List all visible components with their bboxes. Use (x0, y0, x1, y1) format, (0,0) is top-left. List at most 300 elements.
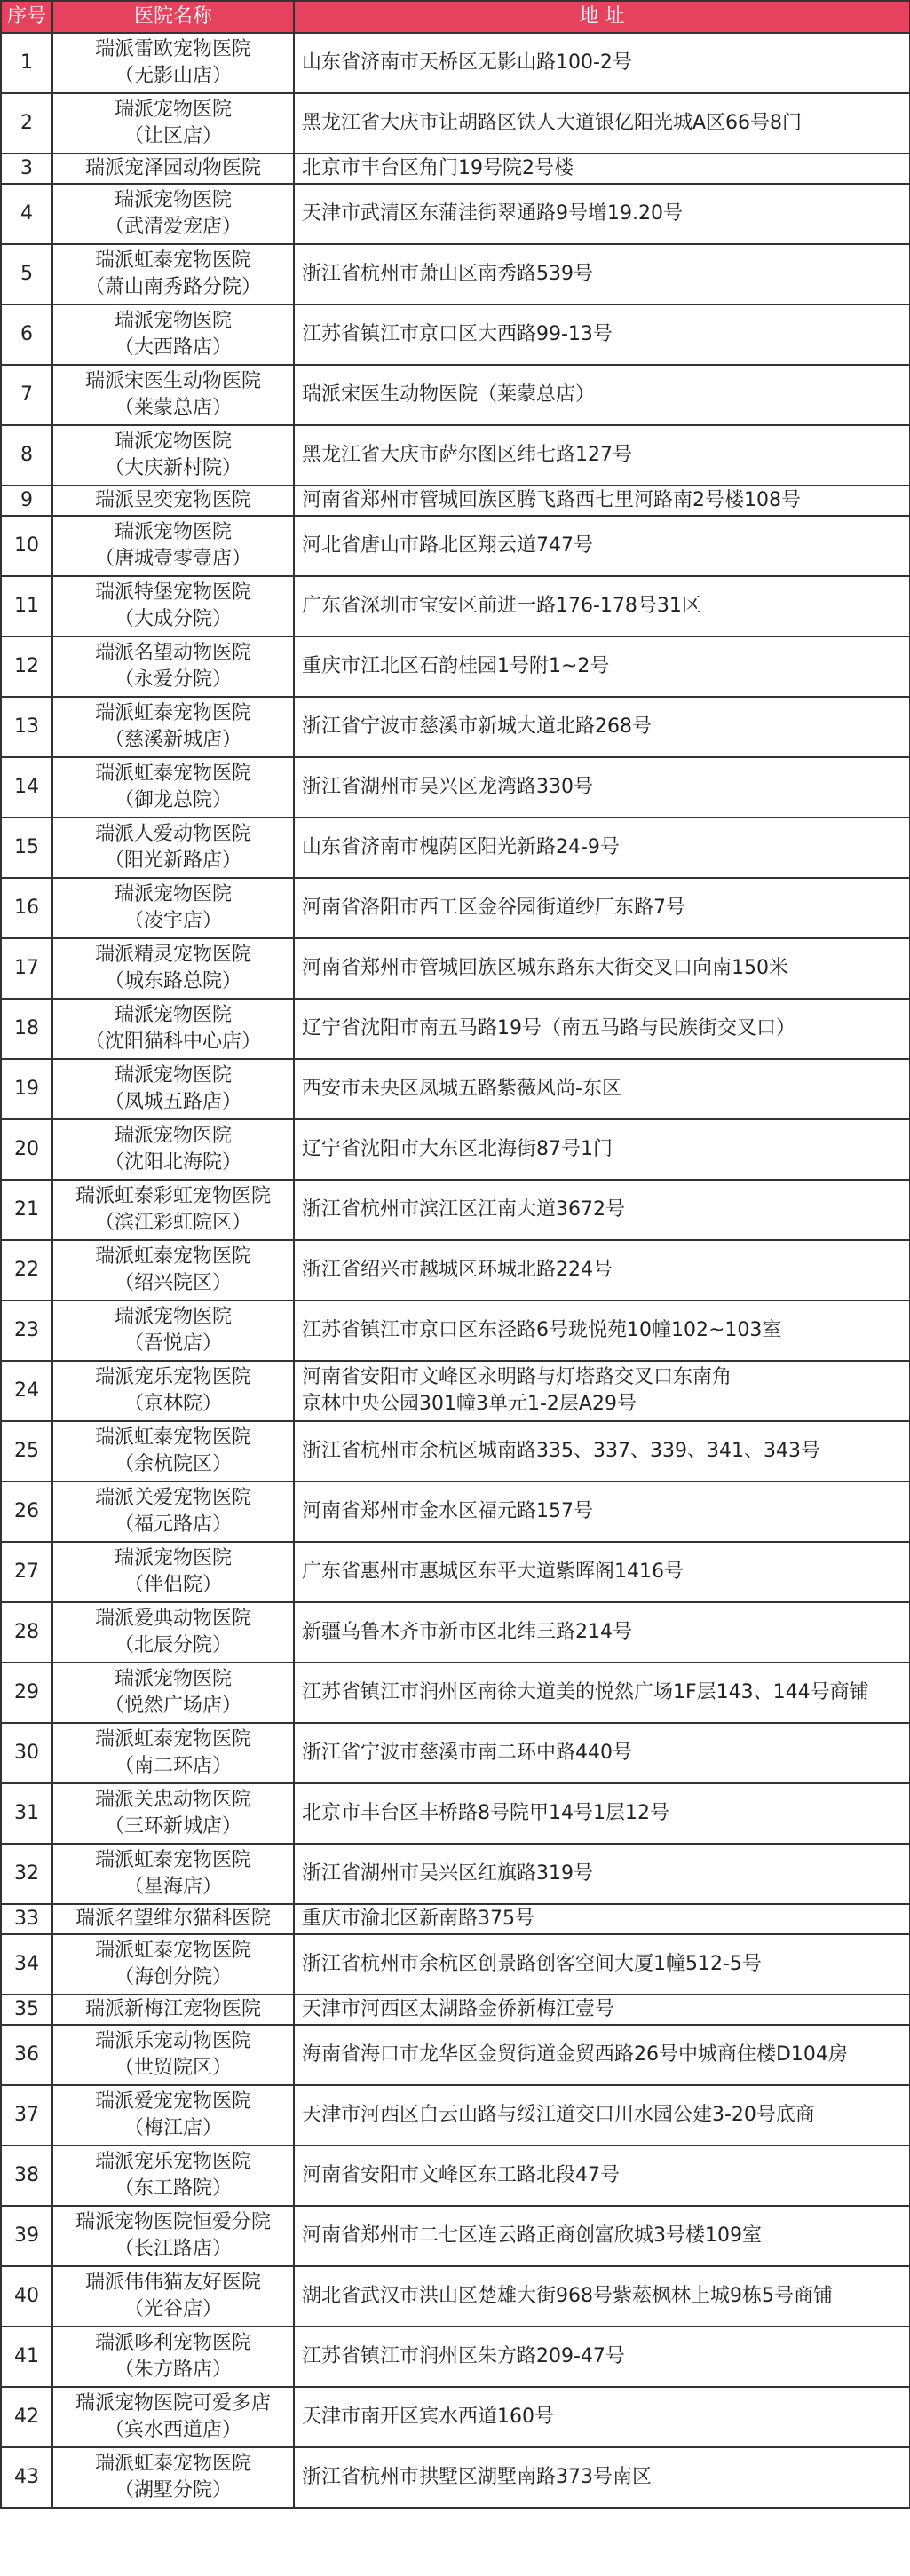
hospital-address-cell (294, 1783, 910, 1844)
hospital-address-cell (294, 757, 910, 818)
hospital-name-cell (52, 1119, 294, 1180)
hospital-name: 瑞派宠物医院 (114, 99, 232, 121)
hospital-name: 瑞派名望维尔猫科医院 (75, 1908, 271, 1930)
hospital-branch: （星海店） (123, 1876, 222, 1898)
row-number: 4 (1, 184, 52, 244)
table-row (1, 365, 910, 425)
hospital-name-cell (52, 2206, 294, 2266)
hospital-branch: （大成分院） (114, 608, 232, 630)
row-number: 22 (1, 1240, 52, 1300)
hospital-name-cell (52, 1180, 294, 1240)
table-row (1, 1300, 910, 1361)
hospital-name-cell (52, 1059, 294, 1119)
hospital-address-cell (294, 2206, 910, 2266)
table-header-row (1, 1, 910, 33)
hospital-address: 辽宁省沈阳市大东区北海街87号1门 (302, 1138, 613, 1160)
hospital-address-cell (294, 1995, 910, 2025)
table-row (1, 1783, 910, 1844)
row-number: 37 (1, 2085, 52, 2145)
table-row (1, 33, 910, 93)
hospital-address: 天津市河西区白云山路与绥江道交口川水园公建3-20号底商 (302, 2104, 815, 2126)
hospital-branch: （世贸院区） (114, 2057, 232, 2079)
hospital-name: 瑞派新梅江宠物医院 (84, 1998, 261, 2020)
hospital-branch: （武清爱宠店） (104, 216, 241, 238)
table-row (1, 999, 910, 1059)
hospital-address-cell (294, 2145, 910, 2206)
hospital-name: 瑞派虹泰宠物医院 (94, 1940, 251, 1962)
hospital-address: 浙江省杭州市滨江区江南大道3672号 (302, 1198, 625, 1221)
hospital-address-cell (294, 818, 910, 878)
hospital-branch: （梅江店） (123, 2117, 222, 2139)
table-row (1, 1602, 910, 1663)
hospital-name: 瑞派宠物医院 (114, 1668, 232, 1690)
row-number: 3 (1, 154, 52, 184)
row-number: 15 (1, 818, 52, 878)
row-number: 42 (1, 2387, 52, 2447)
hospital-name-cell (52, 365, 294, 425)
hospital-address: 京林中央公园301幢3单元1-2层A29号 (302, 1393, 637, 1415)
hospital-address-cell (294, 1300, 910, 1361)
row-number: 6 (1, 304, 52, 365)
hospital-branch: （莱蒙总店） (114, 397, 232, 419)
hospital-branch: （吾悦店） (123, 1332, 222, 1355)
hospital-branch: （慈溪新城店） (104, 729, 241, 751)
hospital-name-cell (52, 999, 294, 1059)
hospital-address: 北京市丰台区丰桥路8号院甲14号1层12号 (302, 1802, 669, 1824)
hospital-address: 江苏省镇江市京口区大西路99-13号 (302, 323, 613, 345)
hospital-name-cell (52, 516, 294, 576)
hospital-address: 北京市丰台区角门19号院2号楼 (302, 157, 574, 179)
row-number: 23 (1, 1300, 52, 1361)
hospital-address-cell (294, 184, 910, 244)
hospital-address: 浙江省杭州市萧山区南秀路539号 (302, 263, 593, 285)
hospital-address: 新疆乌鲁木齐市新市区北纬三路214号 (302, 1621, 632, 1643)
row-number: 5 (1, 244, 52, 304)
hospital-branch: （东工路院） (114, 2177, 232, 2200)
hospital-branch: （绍兴院区） (114, 1272, 232, 1294)
hospital-address: 浙江省杭州市余杭区城南路335、337、339、341、343号 (302, 1440, 820, 1462)
hospital-name: 瑞派宠物医院可爱多店 (75, 2392, 271, 2414)
row-number: 24 (1, 1361, 52, 1421)
hospital-name: 瑞派宠物医院 (114, 1004, 232, 1026)
hospital-name-cell (52, 1934, 294, 1995)
hospital-address: 河南省郑州市二七区连云路正商创富欣城3号楼109室 (302, 2224, 762, 2247)
hospital-address-cell (294, 2327, 910, 2387)
hospital-name: 瑞派伟伟猫友好医院 (84, 2272, 261, 2294)
table-row (1, 304, 910, 365)
hospital-address: 广东省深圳市宝安区前进一路176-178号31区 (302, 595, 701, 617)
hospital-branch: （湖墅分院） (114, 2479, 232, 2501)
table-row (1, 576, 910, 636)
hospital-name: 瑞派宠物医院 (114, 431, 232, 453)
hospital-name-cell (52, 304, 294, 365)
row-number: 2 (1, 93, 52, 154)
hospital-address: 湖北省武汉市洪山区楚雄大街968号紫菘枫林上城9栋5号商铺 (302, 2285, 833, 2307)
table-row (1, 486, 910, 516)
hospital-name-cell (52, 697, 294, 757)
table-row (1, 757, 910, 818)
hospital-address-cell (294, 1663, 910, 1723)
hospital-name: 瑞派宠物医院 (114, 310, 232, 332)
hospital-name: 瑞派精灵宠物医院 (94, 944, 251, 966)
row-number: 35 (1, 1995, 52, 2025)
hospital-name-cell (52, 1904, 294, 1934)
hospital-name: 瑞派雷欧宠物医院 (94, 38, 251, 60)
hospital-name: 瑞派宠物医院 (114, 883, 232, 905)
hospital-address-cell (294, 576, 910, 636)
row-number: 27 (1, 1542, 52, 1602)
row-number: 30 (1, 1723, 52, 1783)
table-row (1, 938, 910, 999)
hospital-address-cell (294, 1421, 910, 1482)
hospital-name-cell (52, 818, 294, 878)
table-row (1, 636, 910, 697)
hospital-name-cell (52, 2447, 294, 2508)
hospital-name: 瑞派虹泰宠物医院 (94, 249, 251, 272)
hospital-branch: （京林院） (123, 1393, 222, 1415)
hospital-address-cell (294, 1934, 910, 1995)
hospital-address-cell (294, 33, 910, 93)
hospital-address: 天津市南开区宾水西道160号 (302, 2406, 554, 2428)
hospital-name: 瑞派宠物医院恒爱分院 (75, 2211, 271, 2233)
hospital-name: 瑞派名望动物医院 (94, 642, 251, 664)
hospital-address: 河南省郑州市金水区福元路157号 (302, 1500, 593, 1522)
hospital-branch: （沈阳北海院） (104, 1151, 241, 1173)
hospital-address: 河南省安阳市文峰区永明路与灯塔路交叉口东南角 (302, 1366, 732, 1388)
hospital-address: 瑞派宋医生动物医院（莱蒙总店） (302, 383, 596, 406)
hospital-name-cell (52, 1783, 294, 1844)
hospital-address-cell (294, 1059, 910, 1119)
hospital-address-cell (294, 304, 910, 365)
row-number: 29 (1, 1663, 52, 1723)
table-row (1, 154, 910, 184)
hospital-address: 广东省惠州市惠城区东平大道紫晖阁1416号 (302, 1561, 684, 1583)
table-row (1, 244, 910, 304)
hospital-name-cell (52, 576, 294, 636)
header-seq: 序号 (1, 1, 52, 33)
hospital-name-cell (52, 1995, 294, 2025)
hospital-name-cell (52, 93, 294, 154)
table-row (1, 1119, 910, 1180)
hospital-branch: （御龙总院） (114, 789, 232, 811)
table-row (1, 1904, 910, 1934)
hospital-name-cell (52, 1663, 294, 1723)
hospital-address-cell (294, 878, 910, 938)
row-number: 16 (1, 878, 52, 938)
hospital-name-cell (52, 425, 294, 486)
hospital-name: 瑞派虹泰宠物医院 (94, 702, 251, 724)
hospital-branch: （凌宇店） (123, 910, 222, 932)
hospital-address: 河南省郑州市管城回族区城东路东大街交叉口向南150米 (302, 957, 788, 979)
hospital-branch: （大庆新村院） (104, 457, 241, 479)
row-number: 11 (1, 576, 52, 636)
hospital-address-cell (294, 1482, 910, 1542)
hospital-name: 瑞派虹泰宠物医院 (94, 2453, 251, 2475)
hospital-address: 河南省安阳市文峰区东工路北段47号 (302, 2164, 620, 2186)
row-number: 33 (1, 1904, 52, 1934)
row-number: 41 (1, 2327, 52, 2387)
table-row (1, 697, 910, 757)
table-row (1, 184, 910, 244)
hospital-address-cell (294, 1602, 910, 1663)
hospital-branch: （南二环店） (114, 1755, 232, 1777)
hospital-name: 瑞派虹泰宠物医院 (94, 1849, 251, 1871)
hospital-address-cell (294, 93, 910, 154)
table-row (1, 2145, 910, 2206)
table-row (1, 2387, 910, 2447)
hospital-name-cell (52, 878, 294, 938)
row-number: 21 (1, 1180, 52, 1240)
hospital-name-cell (52, 184, 294, 244)
hospital-name-cell (52, 2145, 294, 2206)
hospital-branch: （永爱分院） (114, 668, 232, 691)
hospital-name: 瑞派爱宠宠物医院 (94, 2090, 251, 2113)
hospital-name-cell (52, 2085, 294, 2145)
hospital-branch: （悦然广场店） (104, 1695, 241, 1717)
table-row (1, 1482, 910, 1542)
hospital-address-cell (294, 2025, 910, 2085)
hospital-branch: （海创分院） (114, 1966, 232, 1988)
row-number: 38 (1, 2145, 52, 2206)
hospital-address-cell (294, 244, 910, 304)
hospital-address: 浙江省宁波市慈溪市新城大道北路268号 (302, 715, 652, 738)
row-number: 18 (1, 999, 52, 1059)
hospital-address-cell (294, 636, 910, 697)
row-number: 39 (1, 2206, 52, 2266)
hospital-address: 浙江省湖州市吴兴区龙湾路330号 (302, 776, 593, 798)
hospital-address: 江苏省镇江市润州区朱方路209-47号 (302, 2345, 625, 2367)
hospital-branch: （让区店） (123, 125, 222, 147)
hospital-name-cell (52, 1240, 294, 1300)
hospital-address-cell (294, 516, 910, 576)
hospital-address: 山东省济南市槐荫区阳光新路24-9号 (302, 836, 620, 858)
hospital-name: 瑞派乐宠动物医院 (94, 2030, 251, 2052)
hospital-name-cell (52, 1602, 294, 1663)
hospital-branch: （长江路店） (114, 2238, 232, 2260)
table-row (1, 2025, 910, 2085)
hospital-address-cell (294, 697, 910, 757)
hospital-branch: （沈阳猫科中心店） (84, 1031, 261, 1053)
row-number: 20 (1, 1119, 52, 1180)
hospital-name-cell (52, 33, 294, 93)
hospital-name: 瑞派宠物医院 (114, 189, 232, 211)
hospital-name: 瑞派宠物医院 (114, 1125, 232, 1147)
hospital-address-cell (294, 486, 910, 516)
hospital-address-cell (294, 365, 910, 425)
hospital-address: 重庆市渝北区新南路375号 (302, 1908, 534, 1930)
hospital-address-cell (294, 2266, 910, 2327)
row-number: 1 (1, 33, 52, 93)
row-number: 43 (1, 2447, 52, 2508)
hospital-branch: （伴侣院） (123, 1574, 222, 1596)
table-row (1, 818, 910, 878)
hospital-address-cell (294, 1723, 910, 1783)
hospital-branch: （光谷店） (123, 2298, 222, 2320)
hospital-branch: （萧山南秀路分院） (84, 276, 261, 298)
hospital-name-cell (52, 1361, 294, 1421)
table-row (1, 2206, 910, 2266)
hospital-address-cell (294, 938, 910, 999)
hospital-address-cell (294, 154, 910, 184)
hospital-name: 瑞派虹泰宠物医院 (94, 1728, 251, 1750)
hospital-name-cell (52, 2025, 294, 2085)
row-number: 40 (1, 2266, 52, 2327)
hospital-address: 西安市未央区凤城五路紫薇风尚-东区 (302, 1078, 621, 1100)
hospital-name-cell (52, 938, 294, 999)
hospital-address: 浙江省杭州市余杭区创景路创客空间大厦1幢512-5号 (302, 1953, 762, 1975)
hospital-branch: （大西路店） (114, 336, 232, 359)
table-row (1, 2327, 910, 2387)
hospital-address: 浙江省杭州市拱墅区湖墅南路373号南区 (302, 2466, 652, 2488)
hospital-address: 河南省郑州市管城回族区腾飞路西七里河路南2号楼108号 (302, 489, 801, 511)
hospital-name: 瑞派人爱动物医院 (94, 823, 251, 845)
hospital-address: 海南省海口市龙华区金贸街道金贸西路26号中城商住楼D104房 (302, 2043, 848, 2066)
table-row (1, 1180, 910, 1240)
hospital-name: 瑞派爱典动物医院 (94, 1608, 251, 1630)
table-row (1, 1542, 910, 1602)
row-number: 36 (1, 2025, 52, 2085)
table-row (1, 1934, 910, 1995)
table-row (1, 1421, 910, 1482)
row-number: 25 (1, 1421, 52, 1482)
hospital-address-cell (294, 2447, 910, 2508)
hospital-name: 瑞派宠乐宠物医院 (94, 1366, 251, 1388)
hospital-name: 瑞派宠物医院 (114, 1306, 232, 1328)
hospital-address: 浙江省湖州市吴兴区红旗路319号 (302, 1862, 593, 1885)
hospital-name: 瑞派宠物医院 (114, 521, 232, 543)
hospital-name-cell (52, 154, 294, 184)
hospital-name-cell (52, 1542, 294, 1602)
table-row (1, 516, 910, 576)
row-number: 26 (1, 1482, 52, 1542)
hospital-name: 瑞派哆利宠物医院 (94, 2332, 251, 2354)
table-row (1, 2085, 910, 2145)
table-row (1, 93, 910, 154)
hospital-name-cell (52, 2387, 294, 2447)
hospital-address-cell (294, 1844, 910, 1904)
hospital-address-cell (294, 1542, 910, 1602)
hospital-address-cell (294, 1240, 910, 1300)
hospital-address: 江苏省镇江市润州区南徐大道美的悦然广场1F层143、144号商铺 (302, 1681, 869, 1703)
table-row (1, 878, 910, 938)
hospital-name: 瑞派虹泰宠物医院 (94, 1245, 251, 1268)
row-number: 12 (1, 636, 52, 697)
hospital-branch: （城东路总院） (104, 970, 241, 992)
hospital-branch: （宾水西道店） (104, 2419, 241, 2441)
hospital-name: 瑞派宠乐宠物医院 (94, 2151, 251, 2173)
row-number: 10 (1, 516, 52, 576)
hospital-name: 瑞派宠泽园动物医院 (84, 157, 261, 179)
hospital-address: 山东省济南市天桥区无影山路100-2号 (302, 51, 632, 74)
hospital-name-cell (52, 1300, 294, 1361)
row-number: 17 (1, 938, 52, 999)
table-row (1, 425, 910, 486)
hospital-branch: （福元路店） (114, 1513, 232, 1536)
hospital-name-cell (52, 1723, 294, 1783)
hospital-name-cell (52, 486, 294, 516)
hospital-name: 瑞派关爱宠物医院 (94, 1487, 251, 1509)
hospital-name-cell (52, 2266, 294, 2327)
hospital-name-cell (52, 1482, 294, 1542)
hospital-address-cell (294, 1180, 910, 1240)
row-number: 8 (1, 425, 52, 486)
hospital-address-cell (294, 425, 910, 486)
hospital-name-cell (52, 2327, 294, 2387)
hospital-address-cell (294, 1904, 910, 1934)
hospital-name-cell (52, 757, 294, 818)
hospital-name: 瑞派昱奕宠物医院 (94, 489, 251, 511)
hospital-address-cell (294, 999, 910, 1059)
hospital-address: 天津市河西区太湖路金侨新梅江壹号 (302, 1998, 615, 2020)
row-number: 19 (1, 1059, 52, 1119)
row-number: 31 (1, 1783, 52, 1844)
hospital-address: 辽宁省沈阳市南五马路19号（南五马路与民族街交叉口） (302, 1017, 795, 1039)
table-row (1, 2447, 910, 2508)
hospital-address-cell (294, 2387, 910, 2447)
hospital-name: 瑞派虹泰宠物医院 (94, 763, 251, 785)
hospital-address-cell (294, 2085, 910, 2145)
hospital-branch: （阳光新路店） (104, 849, 241, 872)
hospital-address: 黑龙江省大庆市萨尔图区纬七路127号 (302, 444, 632, 466)
hospital-address: 重庆市江北区石韵桂园1号附1~2号 (302, 655, 610, 677)
hospital-branch: （滨江彩虹院区） (94, 1212, 251, 1234)
row-number: 28 (1, 1602, 52, 1663)
hospital-address-cell (294, 1119, 910, 1180)
hospital-branch: （凤城五路店） (104, 1091, 241, 1113)
table-row (1, 1844, 910, 1904)
table-row (1, 1663, 910, 1723)
row-number: 32 (1, 1844, 52, 1904)
hospital-name: 瑞派虹泰彩虹宠物医院 (75, 1185, 271, 1207)
table-body (1, 33, 910, 2508)
hospital-branch: （朱方路店） (114, 2359, 232, 2381)
header-address: 地 址 (294, 1, 910, 33)
hospital-address: 黑龙江省大庆市让胡路区铁人大道银亿阳光城A区66号8门 (302, 112, 803, 134)
table-row (1, 1240, 910, 1300)
hospital-name-cell (52, 244, 294, 304)
row-number: 13 (1, 697, 52, 757)
hospital-name: 瑞派宠物医院 (114, 1064, 232, 1087)
hospital-name: 瑞派宠物医院 (114, 1547, 232, 1569)
hospital-name-cell (52, 1844, 294, 1904)
header-name: 医院名称 (52, 1, 294, 33)
hospital-address: 江苏省镇江市京口区东泾路6号珑悦苑10幢102~103室 (302, 1319, 782, 1341)
hospital-address: 河北省唐山市路北区翔云道747号 (302, 534, 593, 557)
row-number: 7 (1, 365, 52, 425)
hospital-name-cell (52, 636, 294, 697)
hospital-branch: （三环新城店） (104, 1815, 241, 1837)
table-row (1, 2266, 910, 2327)
hospital-name: 瑞派虹泰宠物医院 (94, 1426, 251, 1449)
hospital-branch: （无影山店） (114, 65, 232, 87)
row-number: 14 (1, 757, 52, 818)
hospital-address: 浙江省绍兴市越城区环城北路224号 (302, 1259, 613, 1281)
hospital-address: 天津市武清区东蒲洼街翠通路9号增19.20号 (302, 202, 683, 225)
hospital-name: 瑞派特堡宠物医院 (94, 581, 251, 604)
hospital-address: 河南省洛阳市西工区金谷园街道纱厂东路7号 (302, 897, 685, 919)
table-row (1, 1995, 910, 2025)
hospital-name: 瑞派关忠动物医院 (94, 1789, 251, 1811)
row-number: 34 (1, 1934, 52, 1995)
table-row (1, 1059, 910, 1119)
row-number: 9 (1, 486, 52, 516)
table-row (1, 1361, 910, 1421)
hospital-branch: （北辰分院） (114, 1634, 232, 1656)
table-row (1, 1723, 910, 1783)
hospital-name-cell (52, 1421, 294, 1482)
hospital-branch: （余杭院区） (114, 1453, 232, 1475)
hospital-address: 浙江省宁波市慈溪市南二环中路440号 (302, 1742, 632, 1764)
